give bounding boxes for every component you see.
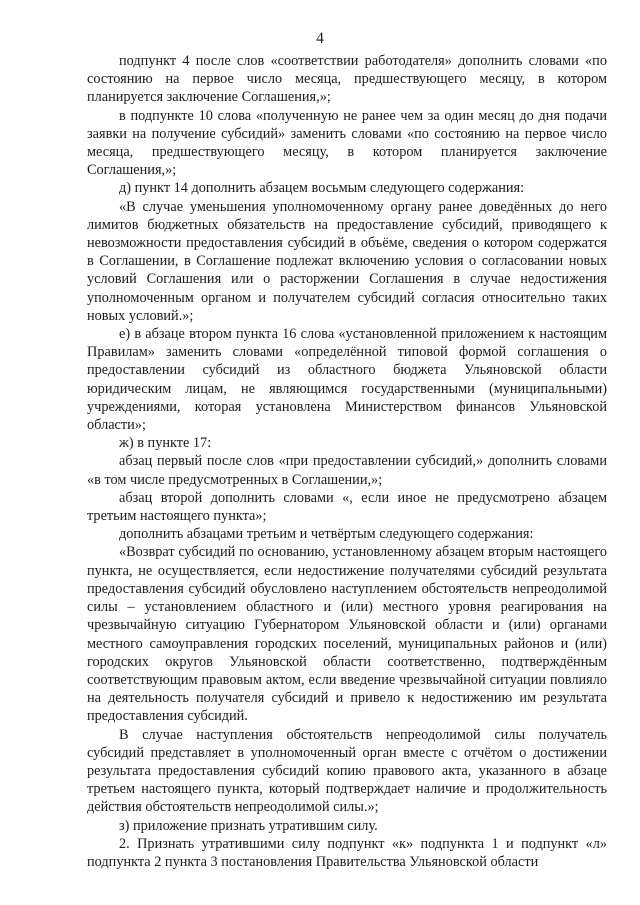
paragraph: д) пункт 14 дополнить абзацем восьмым следующего содержания: <box>119 180 525 197</box>
paragraph: «В случае уменьшения уполномоченному органу ранее доведённых до него лимитов бюджетных обязательств на предоставление субсидий, приводящего к невозможности предоставления субсидий в объёме, сведения о котором содержатся в Соглашении, в Соглашение подлежат включению условия о согласовании новых условий Соглашения или о расторжении Соглашения в случае недостижения уполномоченным органом и получателем субсидий согласия относительно таких новых условий.»; <box>87 198 607 324</box>
paragraph: В случае наступления обстоятельств непреодолимой силы получатель субсидий представляет в уполномоченный орган вместе с отчётом о достижении результата предоставления субсидий копию правового акта, указанного в абзаце третьем настоящего пункта, который подтверждает наличие и продолжительность действия обстоятельств непреодолимой силы.»; <box>87 726 607 816</box>
paragraph: е) в абзаце втором пункта 16 слова «установленной приложением к настоящим Правилам» заменить словами «определённой типовой формой соглашения о предоставлении субсидий из областного бюджета Ульяновской области юридическим лицам, не являющимся государственными (муниципальными) учреждениями, которая установлена Министерством финансов Ульяновской области»; <box>87 326 607 434</box>
paragraph: абзац второй дополнить словами «, если иное не предусмотрено абзацем третьим настоящего пункта»; <box>87 489 607 525</box>
paragraph: абзац первый после слов «при предоставлении субсидий,» дополнить словами «в том числе предусмотренных в Соглашении,»; <box>87 453 607 488</box>
paragraph: ж) в пункте 17: <box>119 435 212 452</box>
paragraph: 2. Признать утратившими силу подпункт «к» подпункта 1 и подпункт «л» подпункта 2 пункта 3 постановления Правительства Ульяновской области <box>87 835 607 870</box>
paragraph: «Возврат субсидий по основанию, установленному абзацем вторым настоящего пункта, не осуществляется, если недостижение получателями субсидий результата предоставления субсидий обусловлено наступлением обстоятельств непреодолимой силы – установлением областного и (или) местного уровня реагирования на чрезвычайную ситуацию Губернатором Ульяновской области и (или) органами местного самоуправления городских поселений, муниципальных районов и (или) городских округов Ульяновской области соответственно, подтверждённым соответствующим правовым актом, если введение чрезвычайной ситуации повлияло на деятельность получателя субсидий и привело к недостижению им результата предоставления субсидий. <box>87 544 607 725</box>
paragraph: в подпункте 10 слова «полученную не ранее чем за один месяц до дня подачи заявки на получение субсидий» заменить словами «по состоянию на первое число месяца, предшествующего месяцу, в котором планируется заключение Соглашения,»; <box>87 107 607 179</box>
page-number: 4 <box>316 30 324 47</box>
paragraph: з) приложение признать утратившим силу. <box>119 817 378 834</box>
paragraph: подпункт 4 после слов «соответствии работодателя» дополнить словами «по состоянию на первое число месяца, предшествующего месяцу, в котором планируется заключение Соглашения,»; <box>87 53 607 106</box>
document-body <box>87 52 607 871</box>
paragraph: дополнить абзацами третьим и четвёртым следующего содержания: <box>119 526 534 543</box>
